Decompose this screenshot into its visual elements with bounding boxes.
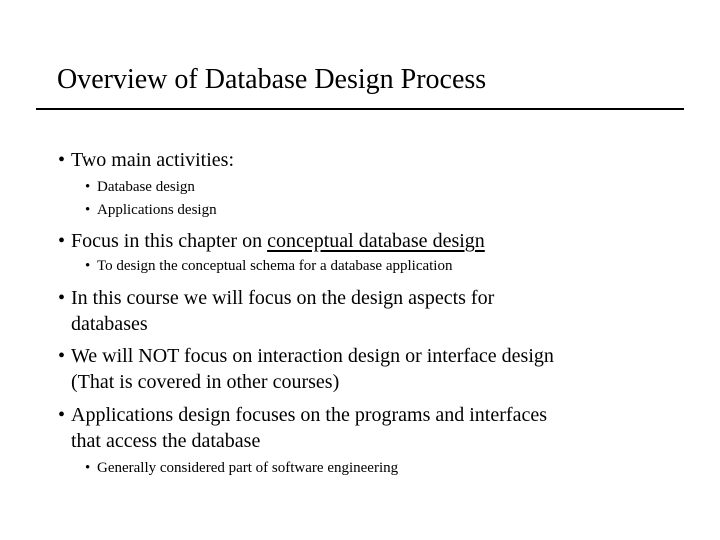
bullet-text-line-1: We will NOT focus on interaction design or interface design <box>71 345 554 367</box>
sub-bullet-marker: • <box>85 202 91 218</box>
bullet-marker: • <box>58 345 66 367</box>
sub-bullet-text: To design the conceptual schema for a database application <box>97 258 453 274</box>
bullet-focus-chapter <box>58 228 698 254</box>
bullet-text: Two main activities: <box>71 149 235 171</box>
bullet-text-line-2: that access the database <box>71 430 261 452</box>
bullet-applications-design <box>58 402 698 454</box>
sub-bullet-database-design <box>85 177 195 197</box>
bullet-course-focus <box>58 285 698 337</box>
bullet-marker: • <box>58 287 66 309</box>
sub-bullet-marker: • <box>85 460 91 476</box>
sub-bullet-marker: • <box>85 179 91 195</box>
bullet-text: Focus in this chapter on <box>71 230 268 252</box>
sub-bullet-text: Generally considered part of software engineering <box>97 460 399 476</box>
bullet-text-line-1: Applications design focuses on the programs and interfaces <box>71 404 547 426</box>
bullet-text-line-1: In this course we will focus on the design aspects for <box>71 287 495 309</box>
bullet-marker: • <box>58 149 66 171</box>
sub-bullet-marker: • <box>85 258 91 274</box>
bullet-text-line-2: databases <box>71 313 148 335</box>
sub-bullet-applications-design <box>85 200 217 220</box>
sub-bullet-text: Database design <box>97 179 195 195</box>
bullet-not-focus <box>58 343 698 395</box>
slide-title: Overview of Database Design Process <box>57 64 487 95</box>
sub-bullet-conceptual-schema <box>85 256 452 276</box>
sub-bullet-text: Applications design <box>97 202 217 218</box>
bullet-marker: • <box>58 230 66 252</box>
bullet-two-main-activities <box>58 147 698 173</box>
emphasis-conceptual-database-design: conceptual database design <box>267 230 485 252</box>
bullet-text-line-2: (That is covered in other courses) <box>71 371 340 393</box>
bullet-marker: • <box>58 404 66 426</box>
sub-bullet-software-engineering <box>85 458 398 478</box>
